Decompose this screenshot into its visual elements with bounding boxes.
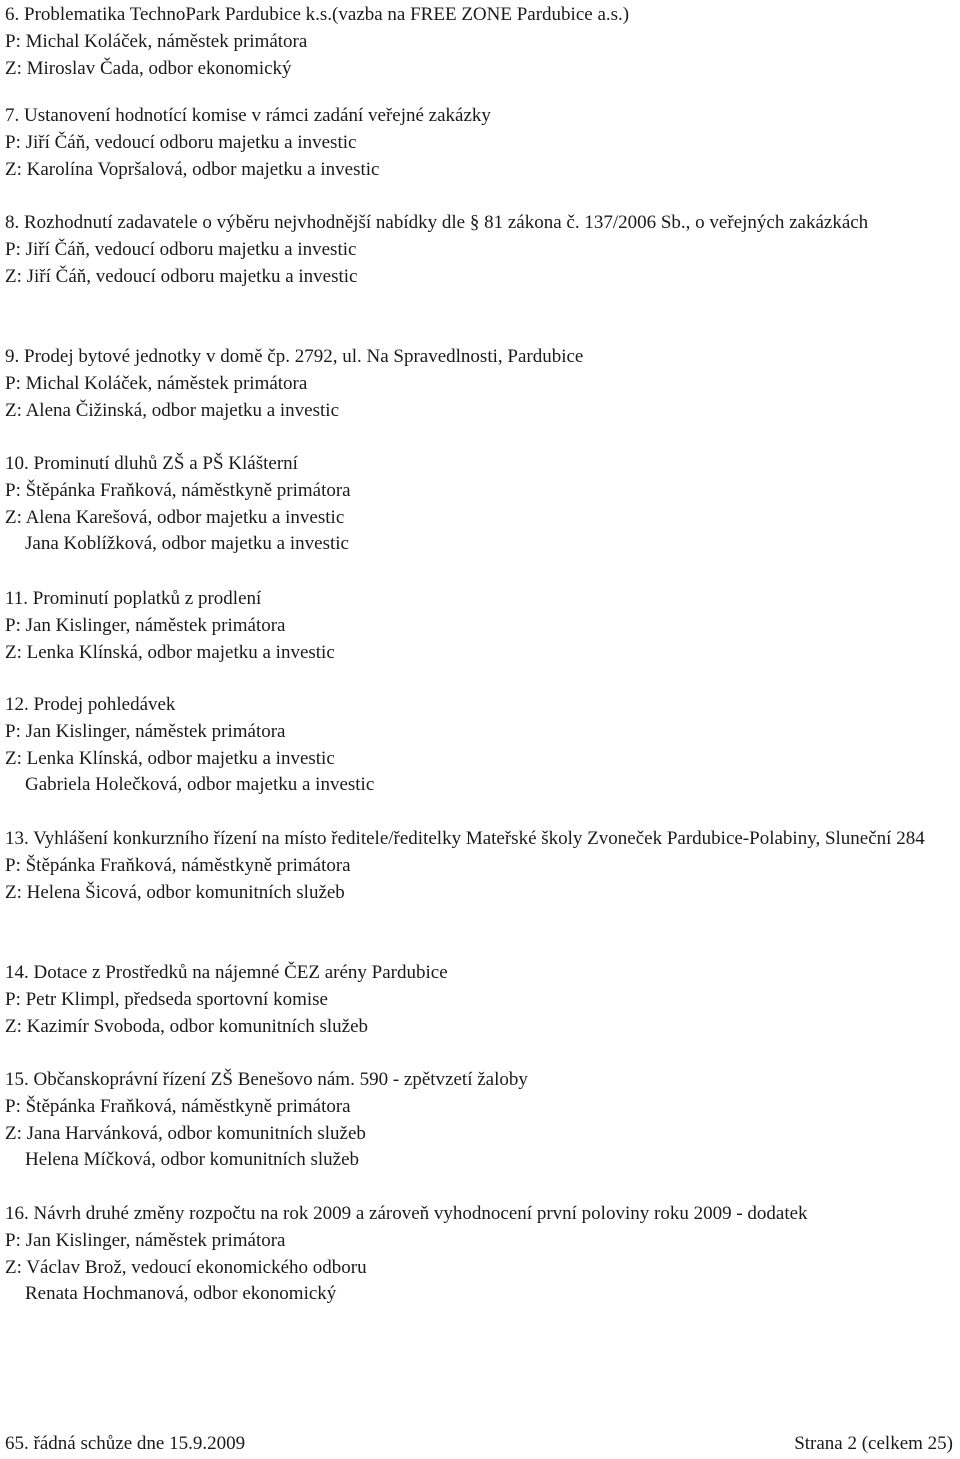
agenda-item-7: [5, 103, 955, 183]
item-presenter: P: Jan Kislinger, náměstek primátora: [5, 614, 286, 636]
agenda-item-14: [5, 960, 955, 1040]
item-presenter: P: Jan Kislinger, náměstek primátora: [5, 720, 286, 742]
item-presenter: P: Štěpánka Fraňková, náměstkyně primátora: [5, 479, 351, 501]
agenda-item-6: [5, 2, 955, 82]
agenda-item-16: [5, 1201, 955, 1308]
item-title: 7. Ustanovení hodnotící komise v rámci zadání veřejné zakázky: [5, 105, 491, 126]
item-title: 6. Problematika TechnoPark Pardubice k.s.(vazba na FREE ZONE Pardubice a.s.): [5, 4, 630, 25]
item-processor: Z: Lenka Klínská, odbor majetku a investic: [5, 747, 335, 769]
agenda-item-9: [5, 344, 955, 424]
item-presenter: P: Jiří Čáň, vedoucí odboru majetku a investic: [5, 238, 357, 260]
item-processor: Z: Helena Šicová, odbor komunitních služeb: [5, 881, 345, 903]
item-title: 14. Dotace z Prostředků na nájemné ČEZ arény Pardubice: [5, 962, 448, 983]
item-title: 12. Prodej pohledávek: [5, 694, 176, 715]
agenda-item-11: [5, 586, 955, 666]
item-presenter: P: Michal Koláček, náměstek primátora: [5, 372, 308, 394]
item-processor: Z: Jiří Čáň, vedoucí odboru majetku a investic: [5, 265, 358, 287]
item-processor-secondary: Gabriela Holečková, odbor majetku a investic: [25, 774, 375, 796]
item-title: 10. Prominutí dluhů ZŠ a PŠ Klášterní: [5, 453, 298, 474]
item-processor: Z: Kazimír Svoboda, odbor komunitních služeb: [5, 1015, 369, 1037]
item-processor-secondary: Renata Hochmanová, odbor ekonomický: [25, 1283, 337, 1305]
item-processor: Z: Lenka Klínská, odbor majetku a investic: [5, 641, 335, 663]
agenda-item-13: [5, 826, 955, 906]
item-processor: Z: Alena Čižinská, odbor majetku a investic: [5, 399, 340, 421]
item-title: 15. Občanskoprávní řízení ZŠ Benešovo nám. 590 - zpětvzetí žaloby: [5, 1069, 528, 1090]
agenda-item-8: [5, 210, 955, 290]
item-processor: Z: Miroslav Čada, odbor ekonomický: [5, 57, 292, 79]
item-processor: Z: Karolína Vopršalová, odbor majetku a investic: [5, 158, 380, 180]
item-processor-secondary: Helena Míčková, odbor komunitních služeb: [25, 1149, 360, 1171]
item-presenter: P: Jan Kislinger, náměstek primátora: [5, 1229, 286, 1251]
agenda-item-10: [5, 451, 955, 558]
footer-meeting-date: 65. řádná schůze dne 15.9.2009: [5, 1433, 246, 1454]
item-presenter: P: Štěpánka Fraňková, náměstkyně primátora: [5, 854, 351, 876]
item-presenter: P: Michal Koláček, náměstek primátora: [5, 30, 308, 52]
item-title: 16. Návrh druhé změny rozpočtu na rok 2009 a zároveň vyhodnocení první poloviny roku 2009 - dodatek: [5, 1203, 808, 1224]
item-processor-secondary: Jana Koblížková, odbor majetku a investic: [25, 533, 349, 555]
footer-page-number: Strana 2 (celkem 25): [794, 1433, 953, 1454]
item-processor: Z: Václav Brož, vedoucí ekonomického odboru: [5, 1256, 367, 1278]
item-title: 13. Vyhlášení konkurzního řízení na místo ředitele/ředitelky Mateřské školy Zvoneček Pardubice-Polabiny, Sluneční 284: [5, 828, 925, 849]
item-presenter: P: Jiří Čáň, vedoucí odboru majetku a investic: [5, 131, 357, 153]
item-presenter: P: Petr Klimpl, předseda sportovní komise: [5, 988, 328, 1010]
agenda-item-12: [5, 692, 955, 799]
item-title: 8. Rozhodnutí zadavatele o výběru nejvhodnější nabídky dle § 81 zákona č. 137/2006 Sb., o veřejných zakázkách: [5, 212, 869, 233]
item-presenter: P: Štěpánka Fraňková, náměstkyně primátora: [5, 1095, 351, 1117]
agenda-item-15: [5, 1067, 955, 1174]
item-title: 9. Prodej bytové jednotky v domě čp. 2792, ul. Na Spravedlnosti, Pardubice: [5, 346, 584, 367]
item-title: 11. Prominutí poplatků z prodlení: [5, 588, 262, 609]
item-processor: Z: Jana Harvánková, odbor komunitních služeb: [5, 1122, 366, 1144]
item-processor: Z: Alena Karešová, odbor majetku a investic: [5, 506, 345, 528]
